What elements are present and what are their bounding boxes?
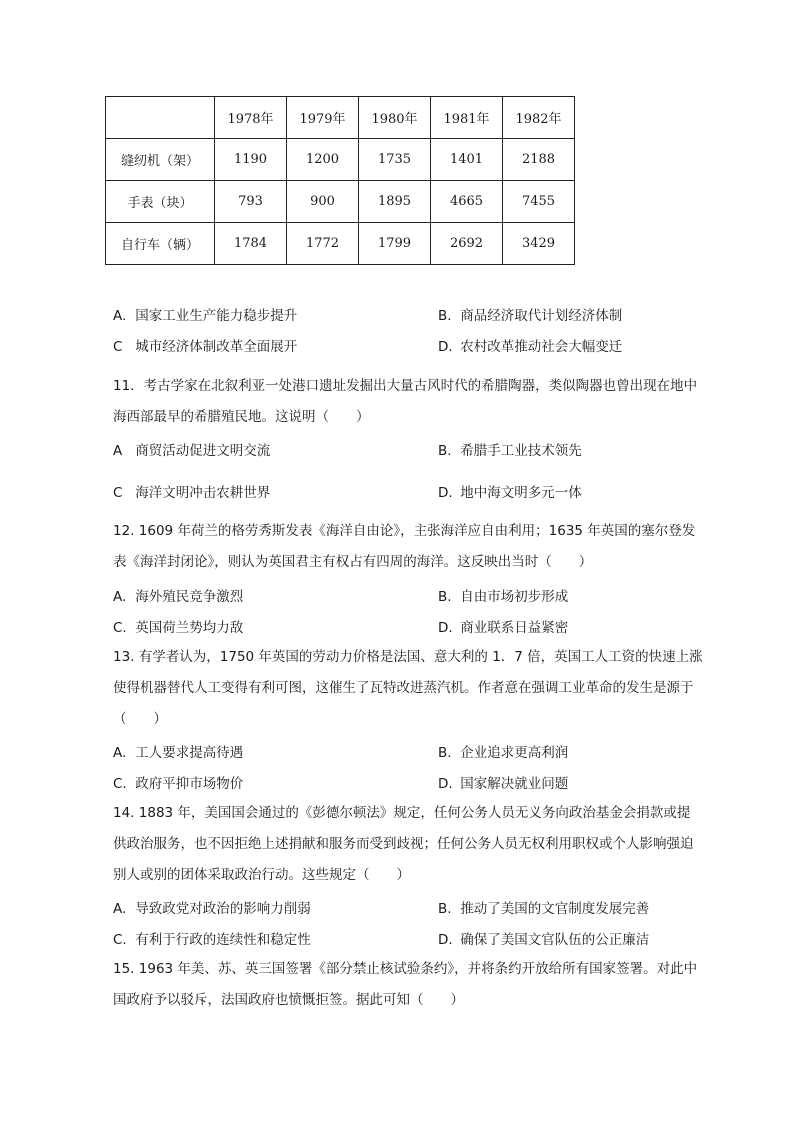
option-text: 英国荷兰势均力敌	[135, 620, 244, 636]
table-header-cell: 1982年	[503, 97, 575, 139]
production-table	[105, 96, 575, 265]
option-label: C.	[113, 932, 127, 948]
option-text: 确保了美国文官队伍的公正廉洁	[460, 932, 650, 948]
option-label: B.	[438, 443, 452, 459]
option-label: D.	[438, 620, 453, 636]
option-label: A.	[113, 308, 127, 324]
option-text: 商业联系日益紧密	[460, 620, 569, 636]
table-cell: 1784	[215, 223, 287, 265]
table-cell: 1735	[359, 139, 431, 181]
table-row	[106, 223, 575, 265]
q11-option-d[interactable]	[438, 481, 582, 501]
option-text: 希腊手工业技术领先	[460, 443, 582, 459]
option-label: A.	[113, 589, 127, 605]
q14-option-c[interactable]	[113, 928, 311, 948]
option-text: 企业追求更高利润	[460, 745, 569, 761]
row-label: 自行车（辆）	[106, 223, 215, 265]
option-label: C	[113, 485, 123, 501]
q12-option-a[interactable]	[113, 585, 243, 605]
option-text: 海外殖民竞争激烈	[135, 589, 244, 605]
q13-option-b[interactable]	[438, 741, 568, 761]
option-label: A.	[113, 901, 127, 917]
table-cell: 2188	[503, 139, 575, 181]
option-text: 国家工业生产能力稳步提升	[135, 308, 298, 324]
option-label: B.	[438, 308, 452, 324]
q12-option-d[interactable]	[438, 616, 568, 636]
table-header-cell: 1980年	[359, 97, 431, 139]
row-label: 手表（块）	[106, 181, 215, 223]
table-row	[106, 181, 575, 223]
option-text: 国家解决就业问题	[460, 776, 569, 792]
q11-option-b[interactable]	[438, 439, 582, 459]
q13-option-d[interactable]	[438, 772, 568, 792]
option-label: C.	[113, 620, 127, 636]
table-cell: 1799	[359, 223, 431, 265]
table-cell: 900	[287, 181, 359, 223]
option-label: B.	[438, 901, 452, 917]
q12-option-c[interactable]	[113, 616, 243, 636]
option-text: 商贸活动促进文明交流	[135, 443, 271, 459]
table-cell: 1190	[215, 139, 287, 181]
table-cell: 1772	[287, 223, 359, 265]
table-cell: 7455	[503, 181, 575, 223]
option-text: 地中海文明多元一体	[460, 485, 582, 501]
table-cell: 793	[215, 181, 287, 223]
table-cell: 1200	[287, 139, 359, 181]
q14-option-b[interactable]	[438, 897, 649, 917]
table-cell: 1401	[431, 139, 503, 181]
q13-option-c[interactable]	[113, 772, 243, 792]
option-text: 有利于行政的连续性和稳定性	[135, 932, 311, 948]
table-row	[106, 139, 575, 181]
q11-option-a[interactable]	[113, 439, 270, 459]
option-label: A.	[113, 745, 127, 761]
option-label: C.	[113, 776, 127, 792]
option-label: D.	[438, 339, 453, 355]
table-header-cell: 1979年	[287, 97, 359, 139]
option-label: C	[113, 339, 123, 355]
q11-option-c[interactable]	[113, 481, 270, 501]
option-label: B.	[438, 589, 452, 605]
option-label: A	[113, 443, 123, 459]
option-text: 政府平抑市场物价	[135, 776, 244, 792]
q15-stem: 15. 1963 年美、苏、英三国签署《部分禁止核试验条约》，并将条约开放给所有国家签署。对此中国政府予以驳斥，法国政府也愤慨拒签。据此可知（ ）	[113, 961, 698, 1008]
q10-option-a[interactable]	[113, 304, 297, 324]
table-cell: 2692	[431, 223, 503, 265]
table-header-cell: 1981年	[431, 97, 503, 139]
q12-option-b[interactable]	[438, 585, 568, 605]
option-text: 城市经济体制改革全面展开	[135, 339, 298, 355]
q11-stem: 11．考古学家在北叙利亚一处港口遗址发掘出大量古风时代的希腊陶器，类似陶器也曾出现在地中海西部最早的希腊殖民地。这说明（ ）	[113, 378, 698, 425]
table-header-cell: 1978年	[215, 97, 287, 139]
q13-stem: 13. 有学者认为，1750 年英国的劳动力价格是法国、意大利的 1．7 倍，英国工人工资的快速上涨使得机器替代人工变得有利可图，这催生了瓦特改进蒸汽机。作者意在强调工业革命的发生是源于（ ）	[113, 649, 703, 727]
option-text: 工人要求提高待遇	[135, 745, 244, 761]
q14-option-d[interactable]	[438, 928, 649, 948]
q14-stem: 14. 1883 年，美国国会通过的《彭德尔顿法》规定，任何公务人员无义务向政治基金会捐款或提供政治服务，也不因拒绝上述捐献和服务而受到歧视；任何公务人员无权利用职权或个人影响强迫别人或别的团体采取政治行动。这些规定（ ）	[113, 805, 694, 883]
option-text: 推动了美国的文官制度发展完善	[460, 901, 650, 917]
option-text: 海洋文明冲击农耕世界	[135, 485, 271, 501]
q12-stem: 12. 1609 年荷兰的格劳秀斯发表《海洋自由论》，主张海洋应自由利用；1635 年英国的塞尔登发表《海洋封闭论》，则认为英国君主有权占有四周的海洋。这反映出当时（ ）	[113, 523, 696, 570]
table-cell: 4665	[431, 181, 503, 223]
option-label: D.	[438, 932, 453, 948]
q10-option-c[interactable]	[113, 335, 297, 355]
q13-option-a[interactable]	[113, 741, 243, 761]
q14-option-a[interactable]	[113, 897, 311, 917]
option-label: D.	[438, 776, 453, 792]
row-label: 缝纫机（架）	[106, 139, 215, 181]
option-text: 自由市场初步形成	[460, 589, 569, 605]
table-cell: 3429	[503, 223, 575, 265]
q10-option-b[interactable]	[438, 304, 622, 324]
option-text: 农村改革推动社会大幅变迁	[460, 339, 623, 355]
option-label: B.	[438, 745, 452, 761]
table-corner-cell	[106, 97, 215, 139]
option-text: 导致政党对政治的影响力削弱	[135, 901, 311, 917]
table-cell: 1895	[359, 181, 431, 223]
table-header-row	[106, 97, 575, 139]
q10-option-d[interactable]	[438, 335, 622, 355]
option-label: D.	[438, 485, 453, 501]
option-text: 商品经济取代计划经济体制	[460, 308, 623, 324]
